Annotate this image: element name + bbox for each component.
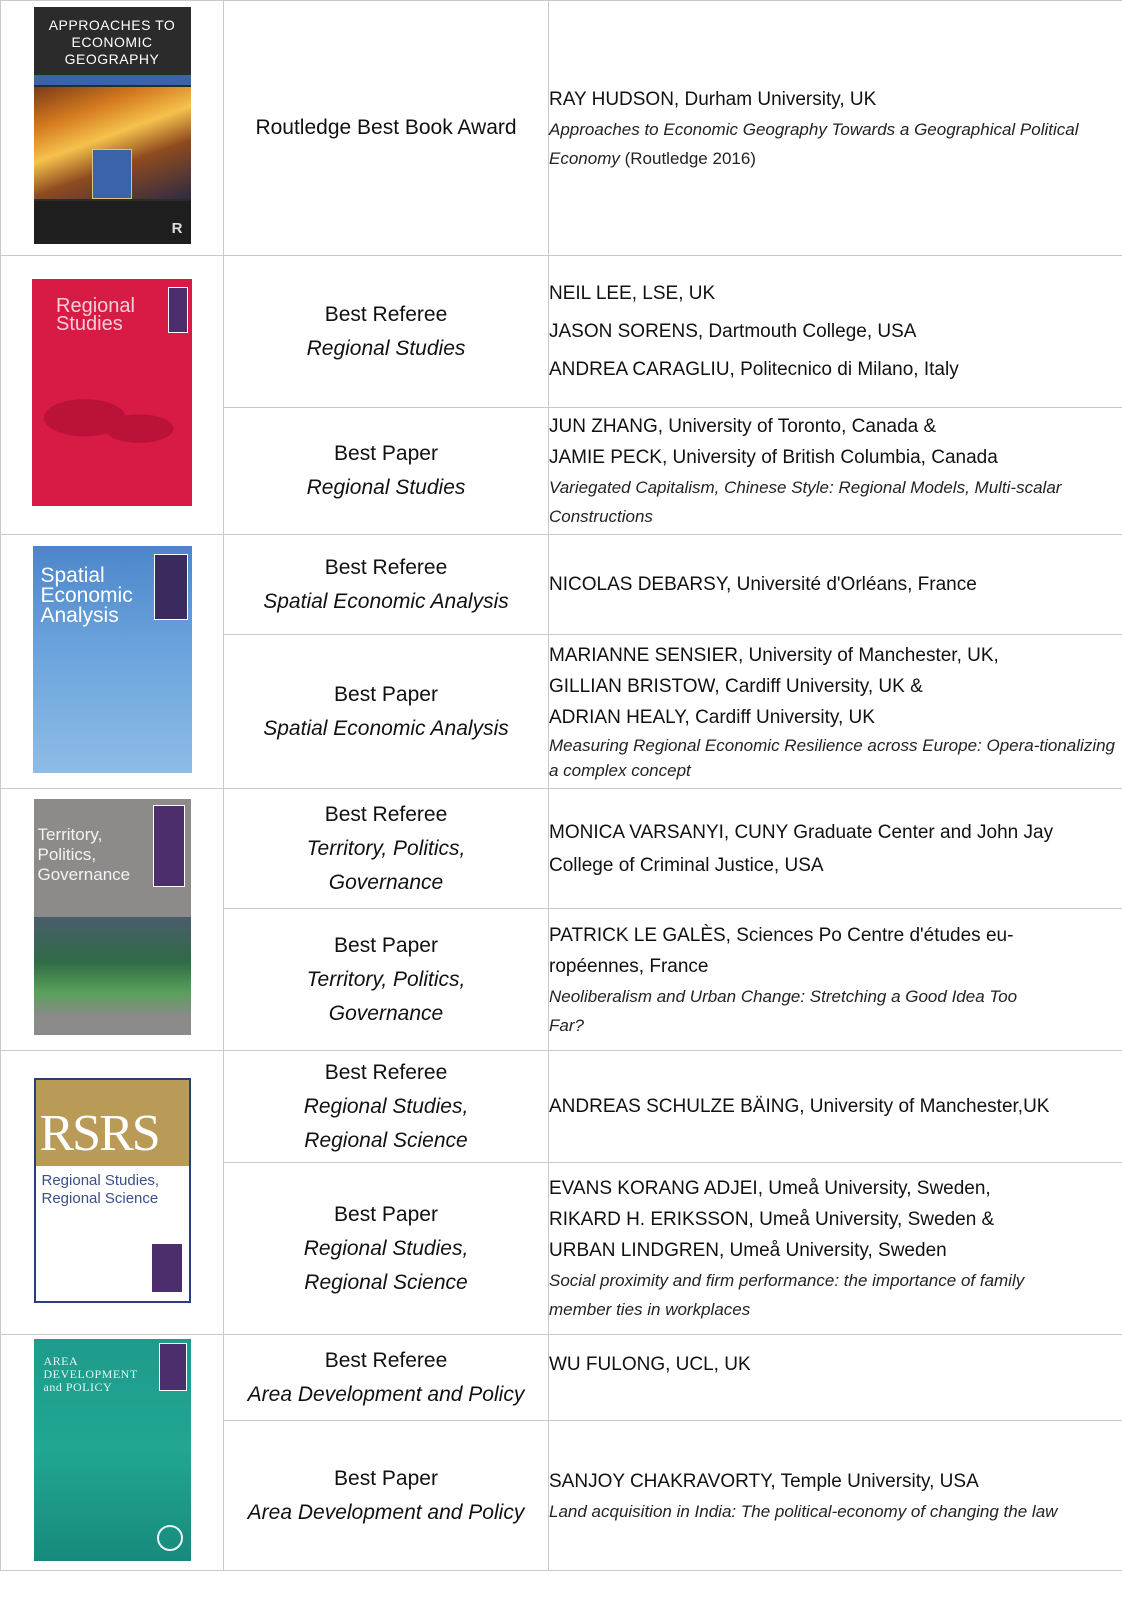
award-cell bbox=[224, 1163, 549, 1335]
paper-title: Social proximity and firm performance: the importance of family member ties in workplaces bbox=[549, 1271, 1025, 1319]
journal-name: Regional Science bbox=[304, 1270, 468, 1294]
cover-photo bbox=[34, 917, 191, 1017]
cover-cell bbox=[1, 535, 224, 789]
award-name: Best Referee bbox=[324, 1060, 448, 1084]
table-row bbox=[1, 256, 1122, 408]
journal-name: Spatial Economic Analysis bbox=[263, 716, 509, 740]
award-cell bbox=[224, 909, 549, 1051]
winner-name: ADRIAN HEALY, Cardiff University, UK bbox=[549, 707, 875, 728]
journal-name: Regional Studies bbox=[306, 476, 466, 499]
winner-name: ANDREAS SCHULZE BÄING, University of Manchester,UK bbox=[549, 1096, 1050, 1117]
journal-name: Territory, Politics, bbox=[306, 967, 466, 991]
award-name: Best Referee bbox=[324, 1348, 448, 1372]
book-title: Approaches to Economic Geography Towards a Geographical Political Economy (Routledge 2016) bbox=[549, 119, 1079, 168]
award-cell bbox=[224, 256, 549, 408]
winner-name: MARIANNE SENSIER, University of Manchester, UK, bbox=[549, 645, 999, 666]
cover-title: APPROACHES TO ECONOMIC GEOGRAPHY bbox=[48, 17, 176, 67]
cover-title: Spatial Economic Analysis bbox=[40, 563, 133, 627]
winner-cell bbox=[549, 635, 1122, 789]
cover-cell bbox=[1, 789, 224, 1051]
paper-title: Neoliberalism and Urban Change: Stretching a Good Idea Too Far? bbox=[549, 986, 1018, 1035]
cover-title: Territory, Politics, Governance bbox=[37, 825, 131, 884]
winner-cell bbox=[549, 1335, 1122, 1421]
award-cell bbox=[224, 789, 549, 909]
winner-cell bbox=[549, 256, 1122, 408]
award-cell bbox=[224, 535, 549, 635]
winner-name: URBAN LINDGREN, Umeå University, Sweden bbox=[549, 1240, 947, 1261]
award-cell bbox=[224, 408, 549, 535]
journal-name: Regional Science bbox=[304, 1128, 468, 1152]
award-name: Best Referee bbox=[324, 302, 448, 326]
journal-cover-territory-politics-governance bbox=[34, 799, 191, 1035]
cover-cell bbox=[1, 256, 224, 535]
journal-cover-rsrs bbox=[34, 1078, 191, 1303]
paper-title: Variegated Capitalism, Chinese Style: Regional Models, Multi-scalar Constructions bbox=[549, 478, 1062, 526]
winner-name: GILLIAN BRISTOW, Cardiff University, UK & bbox=[549, 676, 923, 697]
journal-cover-regional-studies bbox=[32, 279, 192, 506]
routledge-logo: R bbox=[171, 220, 183, 237]
journal-name: Area Development and Policy bbox=[247, 1500, 525, 1524]
cover-cell bbox=[1, 1335, 224, 1571]
journal-name: Area Development and Policy bbox=[247, 1382, 525, 1406]
award-name: Best Paper bbox=[334, 682, 438, 706]
world-map-icon bbox=[44, 389, 180, 461]
award-name: Best Referee bbox=[324, 555, 448, 579]
journal-name: Governance bbox=[328, 1001, 444, 1025]
journal-name: Regional Studies, bbox=[303, 1094, 469, 1118]
winner-cell bbox=[549, 1421, 1122, 1571]
award-cell bbox=[224, 635, 549, 789]
award-name: Routledge Best Book Award bbox=[255, 116, 517, 139]
award-name: Best Referee bbox=[324, 802, 448, 826]
rsa-badge-icon bbox=[92, 149, 132, 199]
cover-cell bbox=[1, 1, 224, 256]
winner-cell bbox=[549, 1163, 1122, 1335]
rsa-seal-icon bbox=[151, 1243, 183, 1293]
table-row bbox=[1, 535, 1122, 635]
winner-name: JAMIE PECK, University of British Columbia, Canada bbox=[549, 447, 998, 468]
rsa-seal-icon bbox=[153, 805, 185, 887]
winner-name: RAY HUDSON, Durham University, UK bbox=[549, 88, 877, 110]
journal-name: Spatial Economic Analysis bbox=[263, 589, 509, 613]
award-cell bbox=[224, 1421, 549, 1571]
award-name: Best Paper bbox=[334, 1202, 438, 1226]
award-cell bbox=[224, 1335, 549, 1421]
winner-cell bbox=[549, 408, 1122, 535]
table-row bbox=[1, 1051, 1122, 1163]
rsa-seal-icon bbox=[154, 554, 188, 620]
table-row bbox=[1, 1335, 1122, 1421]
winner-cell bbox=[549, 789, 1122, 909]
rsa-seal-icon bbox=[168, 287, 188, 333]
award-name: Best Paper bbox=[334, 442, 438, 465]
award-name: Best Paper bbox=[334, 1466, 438, 1490]
rsrs-logo: RSRS bbox=[39, 1104, 159, 1162]
winner-cell bbox=[549, 1, 1122, 256]
winner-cell bbox=[549, 909, 1122, 1051]
table-row bbox=[1, 789, 1122, 909]
winner-name: JASON SORENS, Dartmouth College, USA bbox=[549, 320, 917, 342]
journal-name: Regional Studies, bbox=[303, 1236, 469, 1260]
winner-name: MONICA VARSANYI, CUNY Graduate Center and John Jay College of Criminal Justice, USA bbox=[549, 821, 1054, 876]
winner-name: SANJOY CHAKRAVORTY, Temple University, USA bbox=[549, 1470, 979, 1492]
winner-name: NICOLAS DEBARSY, Université d'Orléans, France bbox=[549, 574, 977, 595]
paper-title: Measuring Regional Economic Resilience across Europe: Opera-tionalizing a complex concept bbox=[549, 736, 1116, 780]
award-cell bbox=[224, 1051, 549, 1163]
journal-cover-area-development-policy bbox=[34, 1339, 191, 1561]
table-row bbox=[1, 1, 1122, 256]
cover-title: Regional Studies, Regional Science bbox=[41, 1171, 160, 1207]
winner-name: WU FULONG, UCL, UK bbox=[549, 1354, 751, 1375]
award-cell bbox=[224, 1, 549, 256]
cover-title: AREA DEVELOPMENT and POLICY bbox=[43, 1354, 138, 1394]
cover-title: Regional Studies bbox=[56, 295, 135, 335]
winner-name: JUN ZHANG, University of Toronto, Canada & bbox=[549, 416, 937, 437]
book-cover-economic-geography bbox=[34, 7, 191, 244]
cover-cell bbox=[1, 1051, 224, 1335]
circle-logo-icon bbox=[157, 1525, 183, 1551]
winner-name: ANDREA CARAGLIU, Politecnico di Milano, Italy bbox=[549, 358, 959, 380]
winner-name: PATRICK LE GALÈS, Sciences Po Centre d'études eu-ropéennes, France bbox=[549, 924, 1014, 977]
journal-name: Territory, Politics, bbox=[306, 836, 466, 860]
winner-cell bbox=[549, 535, 1122, 635]
winner-cell bbox=[549, 1051, 1122, 1163]
paper-title: Land acquisition in India: The political-economy of changing the law bbox=[549, 1501, 1058, 1521]
journal-name: Regional Studies bbox=[306, 336, 466, 360]
rsa-seal-icon bbox=[159, 1343, 187, 1391]
winner-name: RIKARD H. ERIKSSON, Umeå University, Sweden & bbox=[549, 1209, 995, 1230]
journal-cover-spatial-economic-analysis bbox=[33, 546, 192, 773]
award-name: Best Paper bbox=[334, 933, 438, 957]
journal-name: Governance bbox=[328, 870, 444, 894]
winner-name: EVANS KORANG ADJEI, Umeå University, Sweden, bbox=[549, 1178, 991, 1199]
winner-name: NEIL LEE, LSE, UK bbox=[549, 282, 716, 304]
